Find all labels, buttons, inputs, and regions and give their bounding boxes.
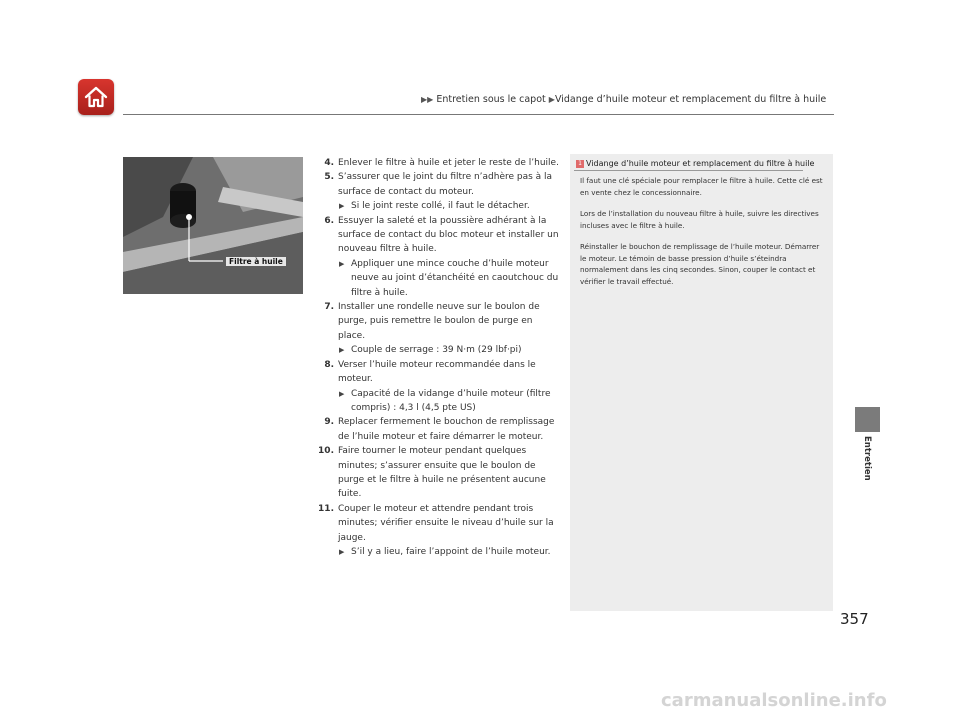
step-number: 6. [324, 215, 334, 226]
step-subitem [311, 343, 561, 357]
step-subitem-text: S’il y a lieu, faire l’appoint de l’huile moteur. [351, 546, 551, 557]
triangle-bullet-icon: ▶ [339, 202, 345, 211]
triangle-bullet-icon: ▶ [339, 547, 345, 556]
step-text: Verser l’huile moteur recommandée dans le moteur. [338, 359, 536, 385]
step-text: Couper le moteur et attendre pendant trois minutes; vérifier ensuite le niveau d’huile sur la jauge. [338, 503, 554, 543]
step-item [311, 502, 561, 545]
step-text: S’assurer que le joint du filtre n’adhère pas à la surface de contact du moteur. [338, 172, 553, 197]
step-text: Enlever le filtre à huile et jeter le reste de l’huile. [338, 158, 559, 168]
step-subitem [311, 199, 561, 213]
breadcrumb-item-current: Vidange d’huile moteur et remplacement du filtre à huile [554, 94, 827, 105]
step-text: Replacer fermement le bouchon de remplissage de l’huile moteur et faire démarrer le moteur. [338, 417, 555, 442]
step-item [311, 156, 561, 170]
step-subitem-text: Si le joint reste collé, il faut le détacher. [351, 201, 530, 212]
procedure-steps [311, 156, 561, 559]
step-subitem-text: Capacité de la vidange d’huile moteur (filtre compris) : 4,3 l (4,5 pte US) [351, 388, 551, 413]
step-subitem-text: Couple de serrage : 39 N·m (29 lbf·pi) [351, 345, 522, 356]
step-item [311, 170, 561, 199]
oil-filter-callout: Filtre à huile [226, 257, 286, 266]
breadcrumb-item-section[interactable]: Entretien sous le capot [436, 94, 546, 105]
breadcrumb-arrow-icon: ▶▶ [421, 95, 434, 104]
step-subitem [311, 387, 561, 416]
page-number: 357 [840, 610, 869, 628]
oil-filter-photo [123, 157, 303, 294]
note-body [580, 175, 826, 297]
note-divider [574, 170, 803, 171]
triangle-bullet-icon: ▶ [339, 389, 345, 398]
house-icon [83, 84, 109, 110]
breadcrumb [421, 94, 826, 105]
step-item [311, 415, 561, 444]
header-divider [123, 114, 834, 115]
step-subitem-text: Appliquer une mince couche d’huile moteur neuve au joint d’étanchéité en caoutchouc du filtre à huile. [351, 258, 559, 298]
step-subitem [311, 545, 561, 559]
watermark: carmanualsonline.info [661, 690, 887, 711]
section-tab-label: Entretien [862, 436, 872, 481]
step-item [311, 444, 561, 502]
triangle-bullet-icon: ▶ [339, 346, 345, 355]
step-text: Essuyer la saleté et la poussière adhérant à la surface de contact du bloc moteur et installer un nouveau filtre à huile. [338, 215, 559, 255]
step-number: 4. [324, 158, 334, 168]
step-number: 9. [324, 417, 334, 428]
note-icon: 1 [576, 160, 584, 168]
note-panel [570, 154, 833, 611]
note-title [576, 159, 814, 168]
section-tab[interactable] [855, 407, 880, 432]
step-number: 5. [324, 172, 334, 183]
step-text: Faire tourner le moteur pendant quelques minutes; s’assurer ensuite que le boulon de purge et le filtre à huile ne présentent aucune fuite. [338, 446, 546, 500]
note-paragraph: Lors de l’installation du nouveau filtre à huile, suivre les directives incluses avec le filtre à huile. [580, 209, 819, 230]
step-item [311, 300, 561, 343]
triangle-bullet-icon: ▶ [339, 259, 345, 268]
step-number: 11. [318, 503, 334, 514]
home-button[interactable] [78, 79, 114, 115]
step-number: 8. [324, 359, 334, 370]
step-subitem [311, 257, 561, 300]
step-item [311, 358, 561, 387]
step-text: Installer une rondelle neuve sur le boulon de purge, puis remettre le boulon de purge en place. [338, 302, 540, 341]
note-paragraph: Il faut une clé spéciale pour remplacer le filtre à huile. Cette clé est en vente chez le concessionnaire. [580, 176, 823, 197]
note-title-text: Vidange d’huile moteur et remplacement du filtre à huile [586, 159, 815, 168]
breadcrumb-arrow-icon: ▶ [548, 95, 555, 104]
note-paragraph: Réinstaller le bouchon de remplissage de l’huile moteur. Démarrer le moteur. Le témoin de basse pression d’huile s’éteindra normalement dans les cinq secondes. Sinon, couper le contact et vérifier le travail effectué. [580, 242, 820, 286]
step-number: 7. [324, 302, 334, 313]
step-item [311, 214, 561, 257]
step-number: 10. [318, 446, 334, 457]
